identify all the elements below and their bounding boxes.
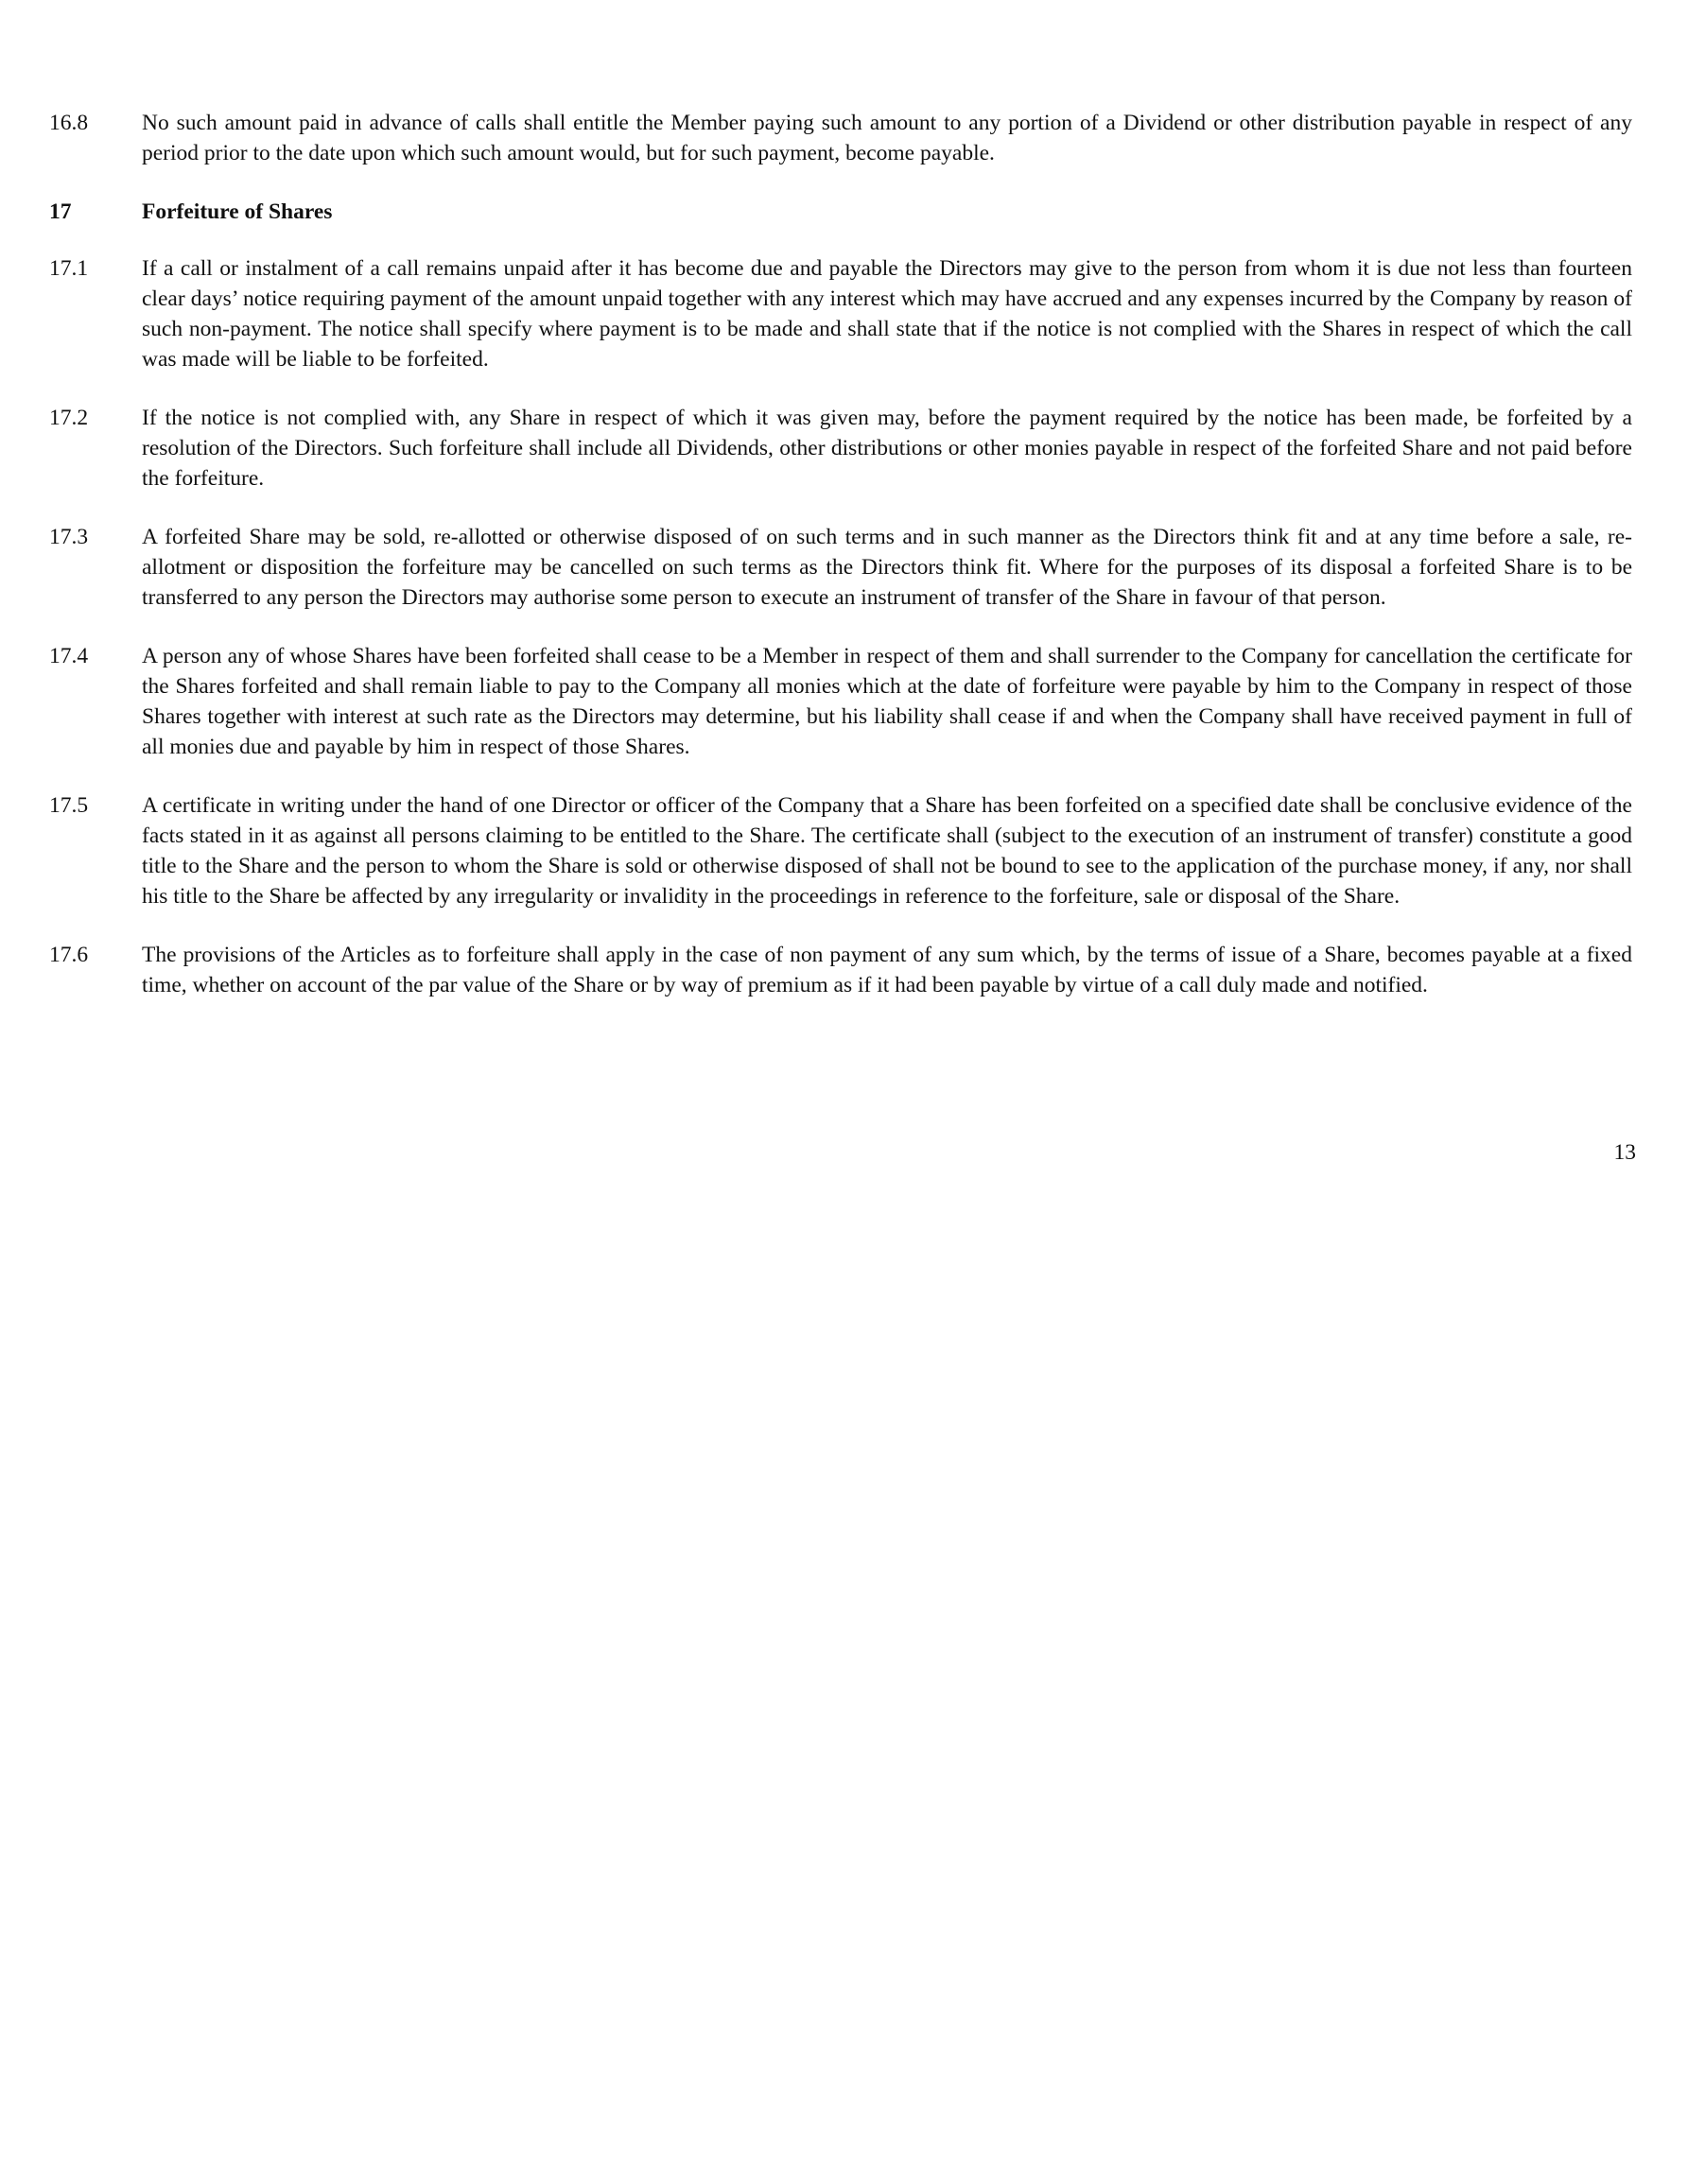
- clause-number: 17.4: [49, 644, 89, 668]
- clause-text: If a call or instalment of a call remains unpaid after it has become due and payable the Directors may give to the person from whom it is due not less than fourteen clear days’ notice requiring payment of the amount unpaid together with any interest which may have accrued and any expenses incurred by the Company by reason of such non-payment. The notice shall specify where payment is to be made and shall state that if the notice is not complied with the Shares in respect of which the call was made will be liable to be forfeited.: [142, 256, 1632, 372]
- clause-number: 17.6: [49, 943, 89, 967]
- clause-text: A forfeited Share may be sold, re-allotted or otherwise disposed of on such terms and in such manner as the Directors think fit and at any time before a sale, re-allotment or disposition the forfeiture may be cancelled on such terms as the Directors think fit. Where for the purposes of its disposal a forfeited Share is to be transferred to any person the Directors may authorise some person to execute an instrument of transfer of the Share in favour of that person.: [142, 525, 1632, 610]
- clause-17-5: [49, 790, 1632, 911]
- clause-17-3: [49, 522, 1632, 613]
- clause-text: A certificate in writing under the hand of one Director or officer of the Company that a Share has been forfeited on a specified date shall be conclusive evidence of the facts stated in it as against all persons claiming to be entitled to the Share. The certificate shall (subject to the execution of an instrument of transfer) constitute a good title to the Share and the person to whom the Share is sold or otherwise disposed of shall not be bound to see to the application of the purchase money, if any, nor shall his title to the Share be affected by any irregularity or invalidity in the proceedings in reference to the forfeiture, sale or disposal of the Share.: [142, 793, 1632, 909]
- clause-number: 17.2: [49, 406, 89, 430]
- section-title: Forfeiture of Shares: [142, 199, 333, 224]
- clause-17-2: [49, 403, 1632, 494]
- clause-16-8: [49, 108, 1632, 168]
- page-number: 13: [1613, 1140, 1636, 1165]
- clause-17-6: [49, 940, 1632, 1000]
- clause-text: No such amount paid in advance of calls shall entitle the Member paying such amount to any portion of a Dividend or other distribution payable in respect of any period prior to the date upon which such amount would, but for such payment, become payable.: [142, 111, 1632, 165]
- clause-17-4: [49, 641, 1632, 762]
- clause-text: A person any of whose Shares have been forfeited shall cease to be a Member in respect of them and shall surrender to the Company for cancellation the certificate for the Shares forfeited and shall remain liable to pay to the Company all monies which at the date of forfeiture were payable by him to the Company in respect of those Shares together with interest at such rate as the Directors may determine, but his liability shall cease if and when the Company shall have received payment in full of all monies due and payable by him in respect of those Shares.: [142, 644, 1632, 759]
- document-page: [49, 108, 1632, 1029]
- clause-text: If the notice is not complied with, any Share in respect of which it was given may, before the payment required by the notice has been made, be forfeited by a resolution of the Directors. Such forfeiture shall include all Dividends, other distributions or other monies payable in respect of the forfeited Share and not paid before the forfeiture.: [142, 406, 1632, 491]
- clause-number: 17.5: [49, 793, 89, 818]
- clause-text: The provisions of the Articles as to forfeiture shall apply in the case of non payment of any sum which, by the terms of issue of a Share, becomes payable at a fixed time, whether on account of the par value of the Share or by way of premium as if it had been payable by virtue of a call duly made and notified.: [142, 943, 1632, 997]
- clause-17-1: [49, 253, 1632, 374]
- section-number: 17: [49, 199, 72, 224]
- section-heading: [49, 197, 1632, 227]
- clause-number: 17.3: [49, 525, 89, 549]
- clause-number: 16.8: [49, 111, 89, 135]
- clause-number: 17.1: [49, 256, 89, 281]
